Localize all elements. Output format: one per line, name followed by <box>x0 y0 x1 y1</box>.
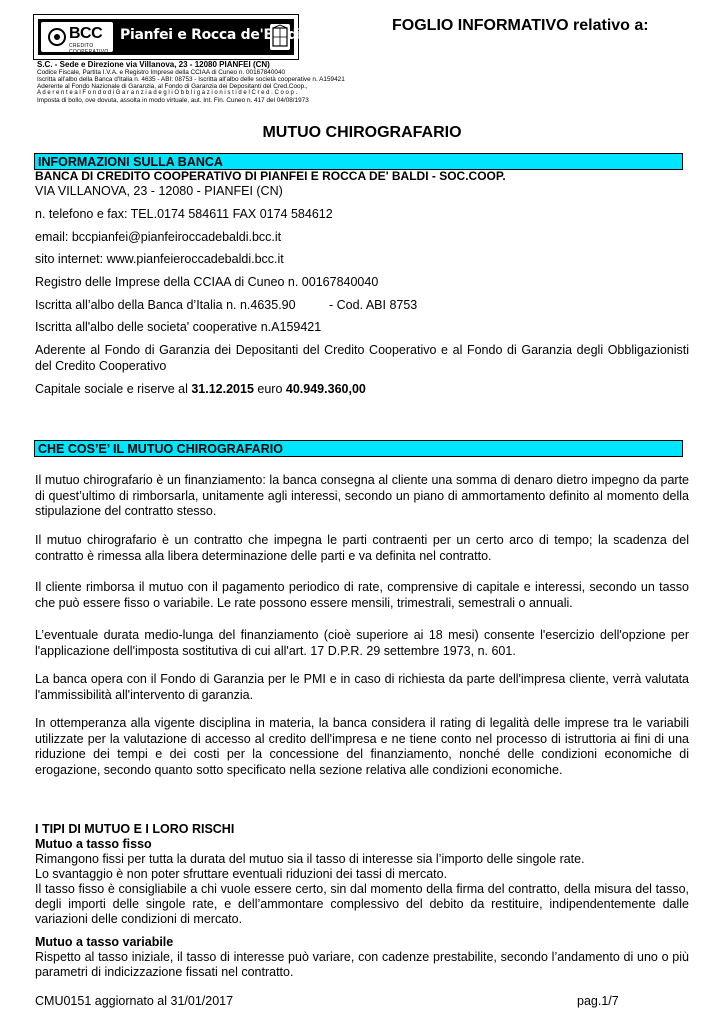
subsection-variabile: Mutuo a tasso variabile <box>35 935 174 949</box>
crest-icon <box>270 24 290 50</box>
capitale-amount: 40.949.360,00 <box>285 382 366 396</box>
foglio-title: FOGLIO INFORMATIVO relativo a: <box>392 17 649 34</box>
capitale-prefix: Capitale sociale e riserve al <box>35 382 188 396</box>
bank-abi-code: - Cod. ABI 8753 <box>329 298 418 312</box>
document-title: MUTUO CHIROGRAFARIO <box>262 124 462 141</box>
bcc-mark-icon <box>47 28 67 46</box>
header-sede: S.C. - Sede e Direzione via Villanova, 23 - 12080 PIANFEI (CN) <box>37 60 270 69</box>
paragraph: Il mutuo chirografario è un contratto che impegna le parti contraenti per un certo arco di tempo; la scadenza del contratto è rimessa alla libera determinazione delle parti e va definita nel contratto. <box>35 533 689 563</box>
footer-page-number: pag.1/7 <box>577 994 619 1008</box>
bank-capitale <box>35 382 366 397</box>
bank-albo-coop: Iscritta all'albo delle societa' cooperative n.A159421 <box>35 320 322 334</box>
paragraph: Il cliente rimborsa il mutuo con il pagamento periodico di rate, comprensive di capitale e interessi, secondo un tasso che può essere fisso o variabile. Le rate possono essere mensili, trimestrali, semestrali o annuali. <box>35 580 689 610</box>
header-line: Iscritta all'albo della Banca d'Italia n. 4635 - ABI: 08753 - Iscritta all'albo delle società cooperative n. A159421 <box>37 76 345 83</box>
logo-bcc-panel <box>41 22 113 55</box>
header-line: Codice Fiscale, Partita I.V.A. e Registro Imprese della CCIAA di Cuneo n. 00167840040 <box>37 69 286 76</box>
bank-address: VIA VILLANOVA, 23 - 12080 - PIANFEI (CN) <box>35 184 283 198</box>
paragraph: Il mutuo chirografario è un finanziamento: la banca consegna al cliente una somma di denaro dietro impegno da parte di quest’ultimo di rimborsarla, unitamente agli interessi, secondo un piano di ammortamento definito al momento della stipulazione del contratto stesso. <box>35 473 689 518</box>
section-title-tipi: I TIPI DI MUTUO E I LORO RISCHI <box>35 822 235 836</box>
logo-bcc-text: BCC <box>69 25 103 42</box>
fisso-line: Lo svantaggio è non poter sfruttare eventuali riduzioni dei tassi di mercato. <box>35 867 448 881</box>
section-header-banca: INFORMAZIONI SULLA BANCA <box>34 153 683 170</box>
paragraph: L’eventuale durata medio-lunga del finanziamento (cioè superiore ai 18 mesi) consente l'esercizio dell'opzione per l'applicazione dell'imposta sostitutiva di cui all'art. 17 D.P.R. 29 settembre 1973, n. 601. <box>35 628 689 658</box>
header-line: A d e r e n t e a l F o n d o d i G a r a n z i a d e g l i O b b l i g a z i o n i s t i d e l C r e d . C o o p . <box>37 90 298 96</box>
bank-email: email: bccpianfei@pianfeiroccadebaldi.bcc.it <box>35 230 282 244</box>
section-header-cose: CHE COS’E’ IL MUTUO CHIROGRAFARIO <box>34 440 683 457</box>
bank-fondo: Aderente al Fondo di Garanzia dei Depositanti del Credito Cooperativo e al Fondo di Garanzia degli Obbligazionisti del Credito Cooperativo <box>35 343 689 373</box>
fisso-line: Rimangono fissi per tutta la durata del mutuo sia il tasso di interesse sia l’importo delle singole rate. <box>35 852 585 866</box>
capitale-date: 31.12.2015 <box>191 382 254 396</box>
logo-bcc-subtext: CREDITO COOPERATIVO <box>69 43 109 55</box>
bank-name: BANCA DI CREDITO COOPERATIVO DI PIANFEI E ROCCA DE' BALDI - SOC.COOP. <box>35 169 506 183</box>
footer-document-code: CMU0151 aggiornato al 31/01/2017 <box>35 994 234 1008</box>
variabile-paragraph: Rispetto al tasso iniziale, il tasso di interesse può variare, con cadenze prestabilite, secondo l’andamento di uno o più parametri di indicizzazione fissati nel contratto. <box>35 950 689 979</box>
paragraph: In ottemperanza alla vigente disciplina in materia, la banca considera il rating di legalità delle imprese tra le variabili utilizzate per la valutazione di accesso al credito dell'impresa e ne tiene conto nel processo di istruttoria ai fini di una riduzione dei tempi e dei costi per la concessione del finanziamento, nonché delle condizioni economiche di erogazione, secondo quanto sotto specificato nella sezione relativa alle condizioni economiche. <box>35 716 689 777</box>
subsection-fisso: Mutuo a tasso fisso <box>35 837 152 851</box>
bank-albo-banca: Iscritta all’albo della Banca d’Italia n. n.4635.90 <box>35 298 296 312</box>
bank-logo <box>33 14 302 60</box>
bank-phone: n. telefono e fax: TEL.0174 584611 FAX 0174 584612 <box>35 207 333 221</box>
capitale-mid: euro <box>257 382 283 396</box>
paragraph: La banca opera con il Fondo di Garanzia per le PMI e in caso di richiesta da parte dell'impresa cliente, verrà valutata l'ammissibilità all'intervento di garanzia. <box>35 672 689 702</box>
header-line: Aderente al Fondo Nazionale di Garanzia, al Fondo di Garanzia dei Depositanti del Cred.Coop., <box>37 83 308 90</box>
logo-background <box>38 19 302 55</box>
bank-website: sito internet: www.pianfeieroccadebaldi.bcc.it <box>35 252 284 266</box>
bank-registro: Registro delle Imprese della CCIAA di Cuneo n. 00167840040 <box>35 275 379 289</box>
logo-brand-name: Pianfei e Rocca de'Baldi <box>120 27 302 43</box>
header-line: Imposta di bollo, ove dovuta, assolta in modo virtuale, aut. Int. Fin. Cuneo n. 417 del 04/08/1973 <box>37 97 309 104</box>
fisso-paragraph: Il tasso fisso è consigliabile a chi vuole essere certo, sin dal momento della firma del contratto, della misura del tasso, degli importi delle singole rate, e dell’ammontare complessivo del debito da restituire, indipendentemente dalle variazioni delle condizioni di mercato. <box>35 882 689 926</box>
